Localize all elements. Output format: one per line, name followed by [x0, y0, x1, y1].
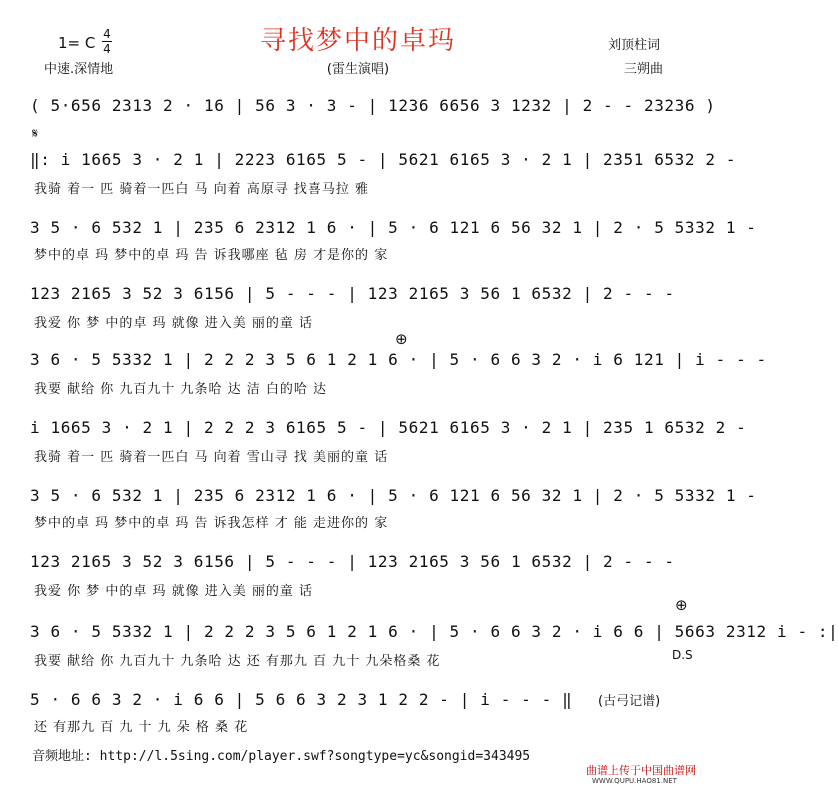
lyric-line-3: 梦中的卓 玛 梦中的卓 玛 告 诉我哪座 毡 房 才是你的 家 — [34, 248, 389, 263]
lyric-line-2: 我骑 着一 匹 骑着一匹白 马 向着 高原寻 找喜马拉 雅 — [34, 182, 370, 197]
score-line-5: 3 6 · 5 5332 1 | 2 2 2 3 5 6 1 2 1 6 · | 5 · 6 6 3 2 · i 6 121 | i - - - — [30, 350, 767, 369]
lyric-line-5: 我要 献给 你 九百九十 九条哈 达 洁 白的哈 达 — [34, 382, 328, 397]
coda-icon: ⊕ — [395, 330, 408, 348]
lyricist-credit: 刘顶柱词 — [608, 38, 661, 53]
audio-label: 音频地址: — [32, 749, 92, 764]
time-top: 4 — [103, 27, 111, 41]
watermark-stamp: 曲谱上传于中国曲谱网 — [586, 764, 696, 777]
key-signature: 1= C — [58, 34, 96, 52]
score-line-4: 123 2165 3 52 3 6156 | 5 - - - | 123 2165 3 56 1 6532 | 2 - - - — [30, 284, 675, 303]
score-line-10: 5 · 6 6 3 2 · i 6 6 | 5 6 6 3 2 3 1 2 2 - | i - - - ‖ — [30, 690, 573, 709]
dal-segno-mark: D.S — [672, 648, 693, 662]
composer-credit: 三朔曲 — [624, 62, 664, 77]
lyric-line-6: 我骑 着一 匹 骑着一匹白 马 向着 雪山寻 找 美丽的童 话 — [34, 450, 389, 465]
singer-credit: (雷生演唱) — [326, 62, 390, 77]
score-line-1: ( 5·656 2313 2 · 16 | 56 3 · 3 - | 1236 6656 3 1232 | 2 - - 23236 ) — [30, 96, 716, 115]
score-line-3: 3 5 · 6 532 1 | 235 6 2312 1 6 · | 5 · 6 121 6 56 32 1 | 2 · 5 5332 1 - — [30, 218, 757, 237]
time-signature — [102, 28, 112, 55]
lyric-line-4: 我爱 你 梦 中的卓 玛 就像 进入美 丽的童 话 — [34, 316, 314, 331]
time-bottom: 4 — [103, 42, 111, 56]
audio-link[interactable]: http://l.5sing.com/player.swf?songtype=yc&songid=343495 — [99, 749, 531, 764]
coda-icon: ⊕ — [675, 596, 688, 614]
lyric-line-7: 梦中的卓 玛 梦中的卓 玛 告 诉我怎样 才 能 走进你的 家 — [34, 516, 389, 531]
song-title: 寻找梦中的卓玛 — [259, 26, 456, 56]
score-line-6: i 1665 3 · 2 1 | 2 2 2 3 6165 5 - | 5621 6165 3 · 2 1 | 235 1 6532 2 - — [30, 418, 747, 437]
tempo-marking: 中速.深情地 — [44, 62, 114, 77]
lyric-line-9: 我要 献给 你 九百九十 九条哈 达 还 有那九 百 九十 九朵格桑 花 — [34, 654, 441, 669]
watermark-url: WWW.QUPU.HAO81.NET — [592, 777, 677, 785]
score-line-8: 123 2165 3 52 3 6156 | 5 - - - | 123 2165 3 56 1 6532 | 2 - - - — [30, 552, 675, 571]
lyric-line-10: 还 有那九 百 九 十 九 朵 格 桑 花 — [34, 720, 249, 735]
segno-icon: 𝄋 — [32, 126, 39, 142]
audio-address — [32, 745, 530, 764]
lyric-line-8: 我爱 你 梦 中的卓 玛 就像 进入美 丽的童 话 — [34, 584, 314, 599]
score-line-2: ‖: i 1665 3 · 2 1 | 2223 6165 5 - | 5621 6165 3 · 2 1 | 2351 6532 2 - — [30, 150, 737, 169]
notation-credit: (古弓记谱) — [598, 694, 661, 709]
score-line-9: 3 6 · 5 5332 1 | 2 2 2 3 5 6 1 2 1 6 · | 5 · 6 6 3 2 · i 6 6 | 5663 2312 i - :| — [30, 622, 838, 641]
score-line-7: 3 5 · 6 532 1 | 235 6 2312 1 6 · | 5 · 6 121 6 56 32 1 | 2 · 5 5332 1 - — [30, 486, 757, 505]
